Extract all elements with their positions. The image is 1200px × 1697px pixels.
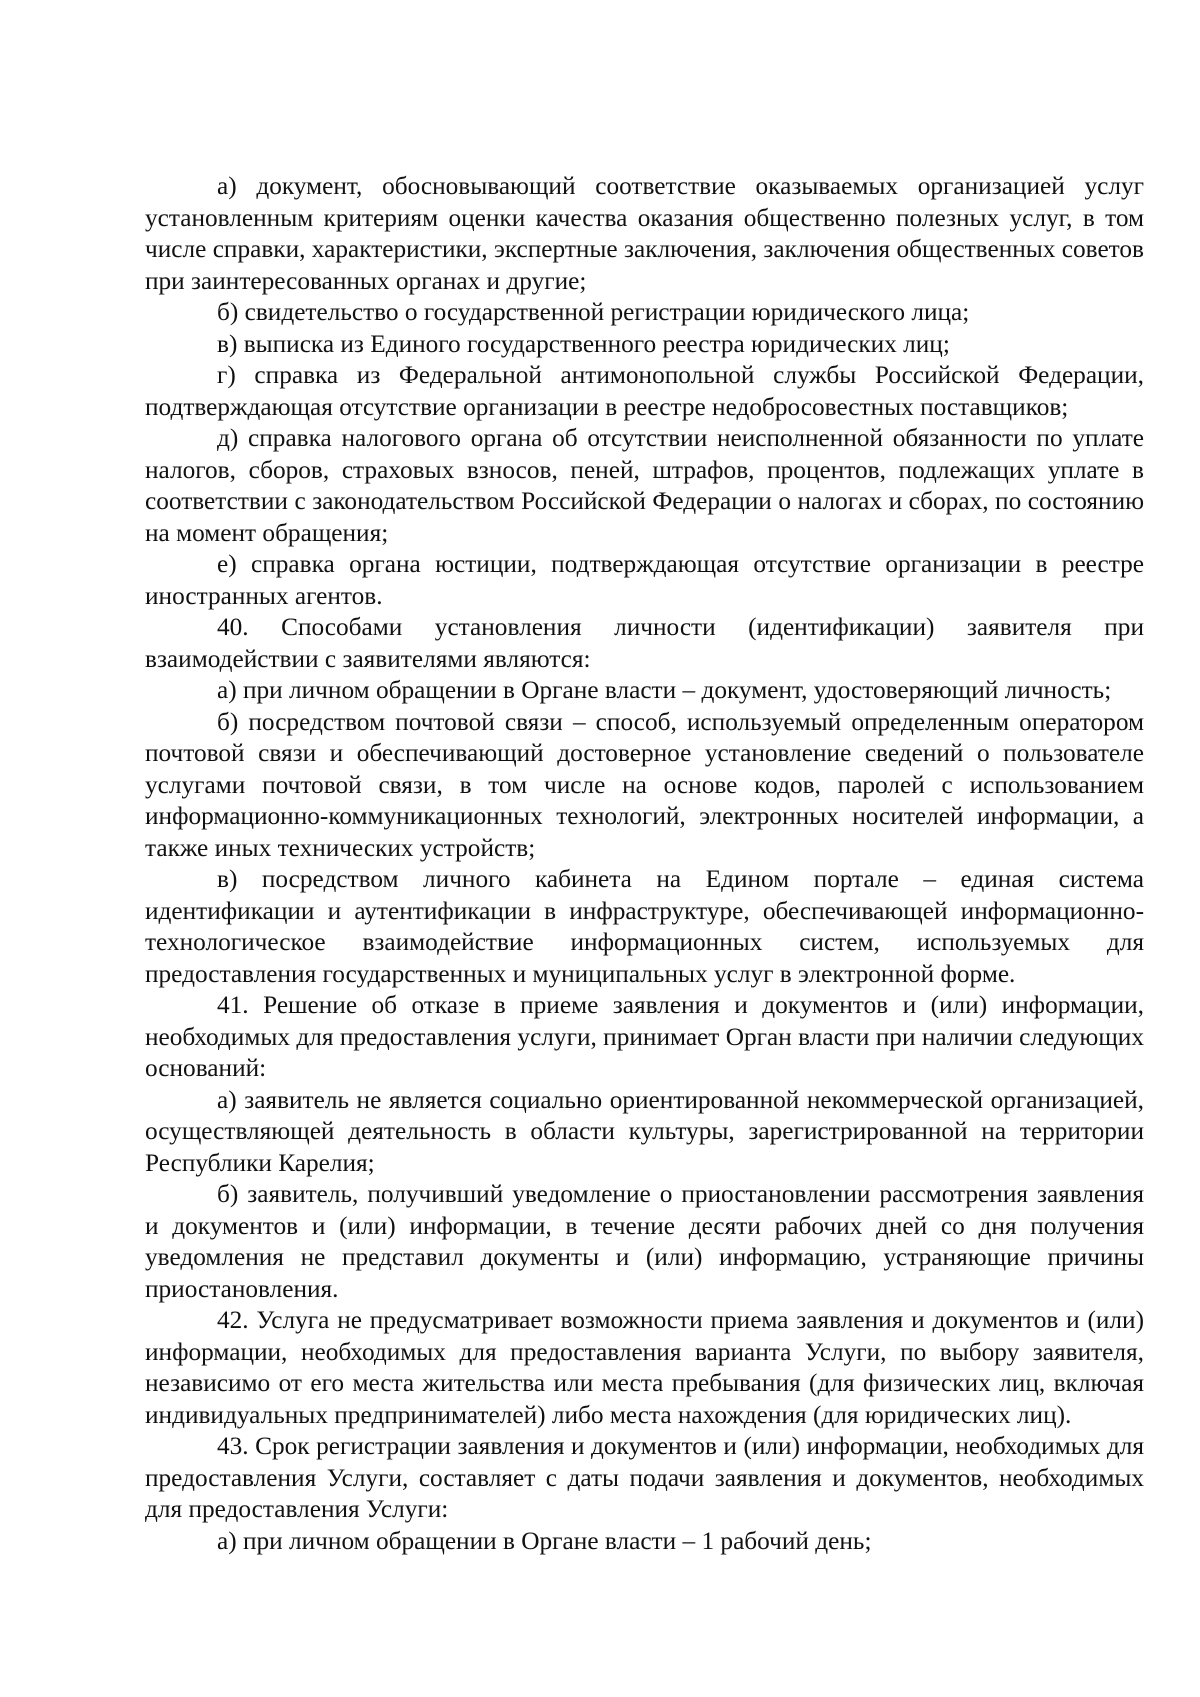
paragraph-42: 42. Услуга не предусматривает возможности приема заявления и документов и (или) информации, необходимых для предоставления варианта Услуги, по выбору заявителя, независимо от его места жительства или места пребывания (для физических лиц, включая индивидуальных предпринимателей) либо места нахождения (для юридических лиц). [145,1306,1144,1429]
paragraph-43: 43. Срок регистрации заявления и документов и (или) информации, необходимых для предоставления Услуги, составляет с даты подачи заявления и документов, необходимых для предоставления Услуги: [145,1432,1144,1523]
paragraph-40: 40. Способами установления личности (идентификации) заявителя при взаимодействии с заявителями являются: [145,613,1144,673]
paragraph-41a: а) заявитель не является социально ориентированной некоммерческой организацией, осуществляющей деятельность в области культуры, зарегистрированной на территории Республики Карелия; [145,1085,1144,1177]
paragraph-41: 41. Решение об отказе в приеме заявления и документов и (или) информации, необходимых для предоставления услуги, принимает Орган власти при наличии следующих оснований: [145,991,1144,1082]
paragraph-39d: д) справка налогового органа об отсутствии неисполненной обязанности по уплате налогов, сборов, страховых взносов, пеней, штрафов, процентов, подлежащих уплате в соответствии с законодательством Российской Федерации о налогах и сборах, по состоянию на момент обращения; [145,424,1144,547]
paragraph-40v: в) посредством личного кабинета на Едином портале – единая система идентификации и аутентификации в инфраструктуре, обеспечивающей информационно-технологическое взаимодействие информационных систем, используемых для предоставления государственных и муниципальных услуг в электронной форме. [145,865,1144,988]
paragraph-39b: б) свидетельство о государственной регистрации юридического лица; [217,298,970,326]
paragraph-40a: а) при личном обращении в Органе власти – документ, удостоверяющий личность; [217,676,1112,704]
paragraph-39e: е) справка органа юстиции, подтверждающая отсутствие организации в реестре иностранных агентов. [145,550,1144,610]
document-page [145,171,1144,1557]
paragraph-39v: в) выписка из Единого государственного реестра юридических лиц; [217,329,950,358]
paragraph-43a: а) при личном обращении в Органе власти – 1 рабочий день; [217,1526,872,1555]
paragraph-39a: а) документ, обосновывающий соответствие оказываемых организацией услуг установленным критериям оценки качества оказания общественно полезных услуг, в том числе справки, характеристики, экспертные заключения, заключения общественных советов при заинтересованных органах и другие; [145,172,1144,295]
paragraph-41b: б) заявитель, получивший уведомление о приостановлении рассмотрения заявления и документов и (или) информации, в течение десяти рабочих дней со дня получения уведомления не представил документы и (или) информацию, устраняющие причины приостановления. [145,1180,1144,1303]
paragraph-39g: г) справка из Федеральной антимонопольной службы Российской Федерации, подтверждающая отсутствие организации в реестре недобросовестных поставщиков; [145,361,1144,421]
paragraph-40b: б) посредством почтовой связи – способ, используемый определенным оператором почтовой связи и обеспечивающий достоверное установление сведений о пользователе услугами почтовой связи, в том числе на основе кодов, паролей с использованием информационно-коммуникационных технологий, электронных носителей информации, а также иных технических устройств; [145,707,1144,862]
